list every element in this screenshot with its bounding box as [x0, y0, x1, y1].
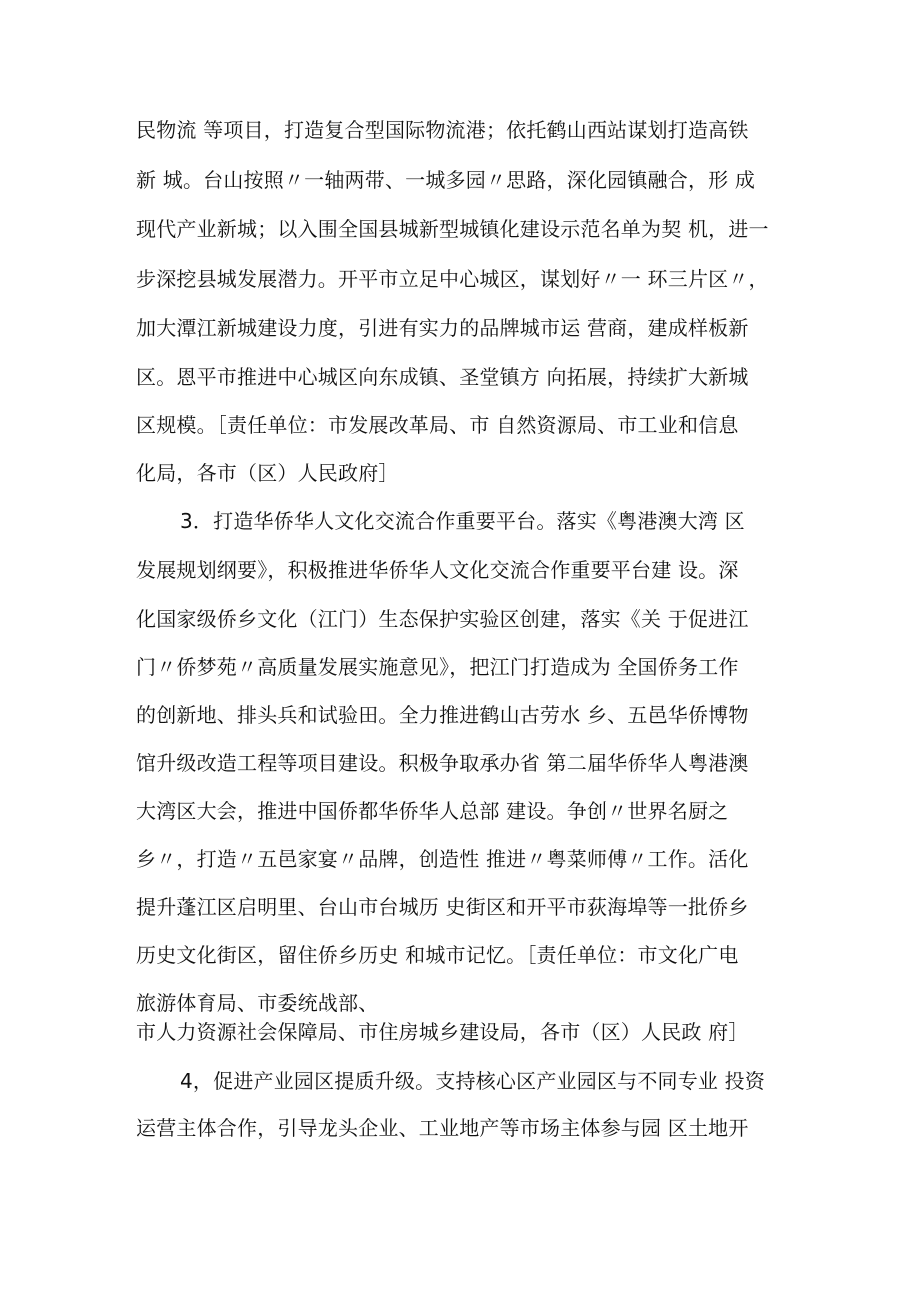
text-line: 加大潭江新城建设力度，引进有实力的品牌城市运 营商，建成样板新 [136, 316, 749, 340]
section-heading-line: 3．打造华侨华人文化交流合作重要平台。落实《粤港澳大湾 区 [180, 509, 745, 533]
text-line: 区规模。［责任单位：市发展改革局、市 自然资源局、市工业和信息 [136, 413, 739, 437]
text-line: 化局，各市（区）人民政府］ [136, 461, 399, 485]
text-line: 化国家级侨乡文化（江门）生态保护实验区创建，落实《关 于促进江 [136, 607, 749, 631]
text-line: 民物流 等项目，打造复合型国际物流港；依托鹤山西站谋划打造高铁 [136, 118, 749, 142]
text-line: 市人力资源社会保障局、市住房城乡建设局，各市（区）人民政 府］ [136, 1020, 749, 1044]
text-line: 提升蓬江区启明里、台山市台城历 史街区和开平市荻海埠等一批侨乡 [136, 895, 749, 919]
text-line: 旅游体育局、市委统战部、 [136, 991, 379, 1015]
text-line: 现代产业新城；以入围全国县城新型城镇化建设示范名单为契 机，进一 [136, 217, 769, 241]
text-line: 运营主体合作，引导龙头企业、工业地产等市场主体参与园 区土地开 [136, 1116, 749, 1140]
text-line: 的创新地、排头兵和试验田。全力推进鹤山古劳水 乡、五邑华侨博物 [136, 703, 749, 727]
text-line: 大湾区大会，推进中国侨都华侨华人总部 建设。争创〃世界名厨之 [136, 799, 729, 823]
text-line: 馆升级改造工程等项目建设。积极争取承办省 第二届华侨华人粤港澳 [136, 751, 749, 775]
text-line: 历史文化街区，留住侨乡历史 和城市记忆。［责任单位：市文化广电 [136, 943, 739, 967]
text-line: 步深挖县城发展潜力。开平市立足中心城区，谋划好〃一 环三片区〃， [136, 267, 769, 291]
section-heading-line: 4，促进产业园区提质升级。支持核心区产业园区与不同专业 投资 [180, 1069, 766, 1093]
text-line: 新 城。台山按照〃一轴两带、一城多园〃思路，深化园镇融合，形 成 [136, 168, 756, 192]
text-line: 区。恩平市推进中心城区向东成镇、圣堂镇方 向拓展，持续扩大新城 [136, 365, 749, 389]
text-line: 乡〃，打造〃五邑家宴〃品牌，创造性 推进〃粤菜师傅〃工作。活化 [136, 847, 749, 871]
text-line: 门〃侨梦苑〃高质量发展实施意见》，把江门打造成为 全国侨务工作 [136, 655, 739, 679]
text-line: 发展规划纲要》，积极推进华侨华人文化交流合作重要平台建 设。深 [136, 558, 739, 582]
